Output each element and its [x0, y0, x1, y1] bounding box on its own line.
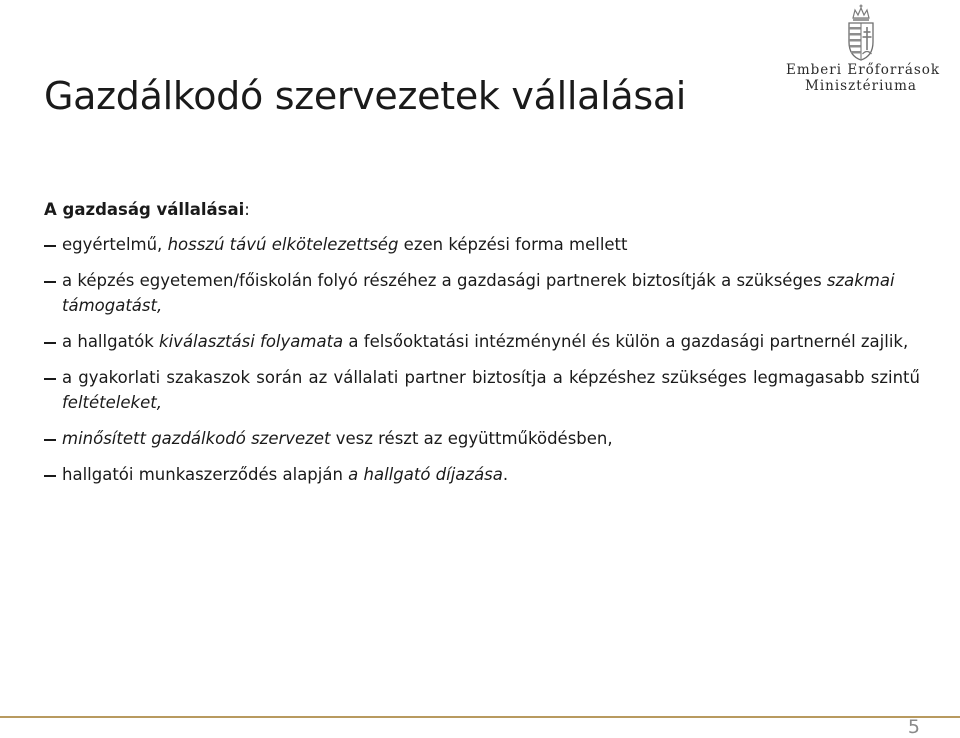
bullet-text: . — [502, 465, 509, 484]
bullet-text: vesz részt az együttműködésben, — [330, 429, 613, 448]
dash-bullet-icon — [44, 342, 56, 344]
dash-bullet-icon — [44, 281, 56, 283]
bullet-emphasis: szakmai támogatást, — [62, 271, 895, 315]
logo-line-1: Emberi Erőforrások — [786, 62, 941, 78]
list-item — [44, 268, 920, 318]
hungarian-coat-of-arms-icon — [844, 4, 878, 62]
bullet-emphasis: a hallgató díjazása — [348, 465, 503, 484]
page-number: 5 — [907, 716, 920, 738]
bullet-text: ezen képzési forma mellett — [398, 235, 628, 254]
bullet-emphasis: feltételeket, — [62, 393, 162, 412]
list-item — [44, 426, 920, 451]
section-heading-colon: : — [244, 200, 250, 219]
section-heading — [44, 197, 920, 222]
bullet-text: hallgatói munkaszerződés alapján — [62, 465, 349, 484]
list-item — [44, 329, 920, 354]
bullet-emphasis: minősített gazdálkodó szervezet — [62, 429, 331, 448]
footer-divider — [0, 716, 960, 718]
ministry-logo — [786, 4, 941, 100]
dash-bullet-icon — [44, 439, 56, 441]
dash-bullet-icon — [44, 245, 56, 247]
dash-bullet-icon — [44, 475, 56, 477]
list-item — [44, 365, 920, 415]
bullet-emphasis: hosszú távú elkötelezettség — [167, 235, 399, 254]
dash-bullet-icon — [44, 378, 56, 380]
bullet-text: a felsőoktatási intézménynél és külön a gazdasági partnernél zajlik, — [343, 332, 909, 351]
list-item — [44, 232, 920, 257]
logo-line-2: Minisztériuma — [805, 78, 917, 94]
bullet-text: egyértelmű, — [62, 235, 168, 254]
slide-content — [44, 197, 920, 498]
slide-title: Gazdálkodó szervezetek vállalásai — [44, 74, 687, 118]
list-item — [44, 462, 920, 487]
bullet-list — [44, 232, 920, 487]
bullet-emphasis: kiválasztási folyamata — [159, 332, 344, 351]
bullet-text: a hallgatók — [62, 332, 160, 351]
section-heading-text: A gazdaság vállalásai — [44, 200, 245, 219]
bullet-text: a gyakorlati szakaszok során az vállalati partner biztosítja a képzéshez szükséges legmagasabb szintű — [62, 368, 920, 387]
bullet-text: a képzés egyetemen/főiskolán folyó részéhez a gazdasági partnerek biztosítják a szükséges — [62, 271, 827, 290]
